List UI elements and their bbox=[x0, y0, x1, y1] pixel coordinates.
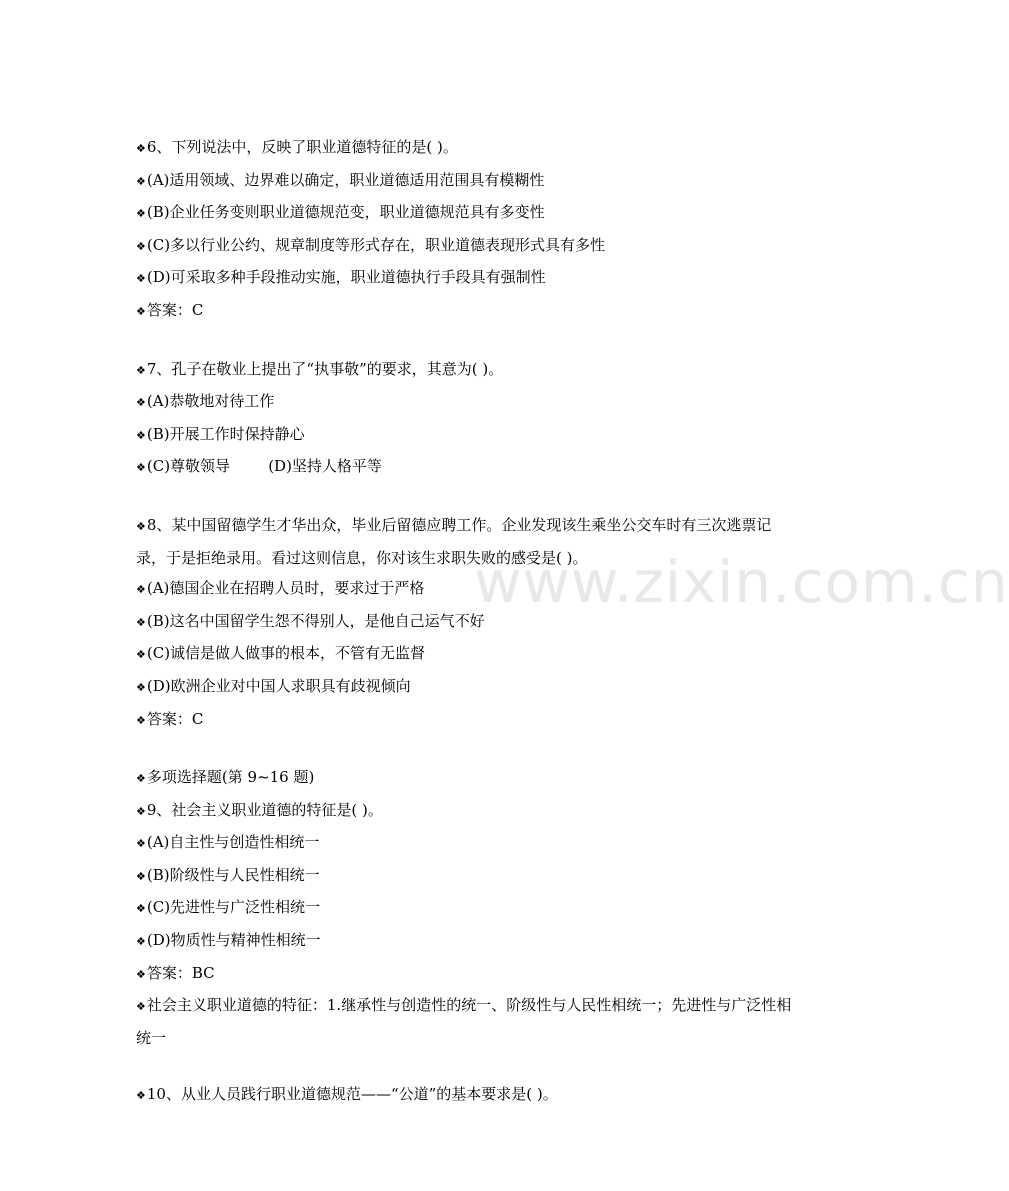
option-c: ❖(C)先进性与广泛性相统一 bbox=[136, 898, 321, 917]
bullet-icon: ❖ bbox=[136, 396, 146, 410]
bullet-icon: ❖ bbox=[136, 239, 146, 253]
question-text: ❖10、从业人员践行职业道德规范——“公道”的基本要求是( )。 bbox=[136, 1085, 558, 1104]
bullet-icon: ❖ bbox=[136, 837, 146, 851]
bullet-icon: ❖ bbox=[136, 902, 146, 916]
bullet-icon: ❖ bbox=[136, 207, 146, 221]
bullet-icon: ❖ bbox=[136, 461, 146, 475]
option-a: ❖(A)适用领域、边界难以确定，职业道德适用范围具有模糊性 bbox=[136, 170, 545, 189]
bullet-icon: ❖ bbox=[136, 363, 146, 377]
bullet-icon: ❖ bbox=[136, 772, 146, 786]
question-6 bbox=[136, 132, 796, 328]
bullet-icon: ❖ bbox=[136, 519, 146, 533]
answer: ❖答案：BC bbox=[136, 963, 215, 982]
option-b: ❖(B)企业任务变则职业道德规范变，职业道德规范具有多变性 bbox=[136, 203, 545, 222]
question-9 bbox=[136, 762, 796, 1053]
bullet-icon: ❖ bbox=[136, 615, 146, 629]
question-text: ❖7、孔子在敬业上提出了“执事敬”的要求，其意为( )。 bbox=[136, 359, 504, 378]
option-c: ❖(C)诚信是做人做事的根本，不管有无监督 bbox=[136, 644, 426, 663]
question-8 bbox=[136, 510, 796, 736]
question-10 bbox=[136, 1079, 796, 1112]
option-b: ❖(B)开展工作时保持静心 bbox=[136, 424, 305, 443]
bullet-icon: ❖ bbox=[136, 713, 146, 727]
section-heading: ❖多项选择题(第 9~16 题) bbox=[136, 768, 315, 787]
explanation: ❖社会主义职业道德的特征：1.继承性与创造性的统一、阶级性与人民性相统一；先进性与广泛性相统一 bbox=[136, 996, 792, 1047]
option-a: ❖(A)恭敬地对待工作 bbox=[136, 392, 275, 411]
bullet-icon: ❖ bbox=[136, 583, 146, 597]
option-c-d: ❖(C)尊敬领导 (D)坚持人格平等 bbox=[136, 457, 382, 476]
question-text: ❖9、社会主义职业道德的特征是( )。 bbox=[136, 800, 383, 819]
bullet-icon: ❖ bbox=[136, 680, 146, 694]
bullet-icon: ❖ bbox=[136, 142, 146, 155]
option-b: ❖(B)阶级性与人民性相统一 bbox=[136, 865, 320, 884]
question-text: ❖6、下列说法中，反映了职业道德特征的是( )。 bbox=[136, 138, 458, 156]
bullet-icon: ❖ bbox=[136, 1000, 146, 1014]
question-text: ❖8、某中国留德学生才华出众，毕业后留德应聘工作。企业发现该生乘坐公交车时有三次逃票记录，于是拒绝录用。看过这则信息，你对该生求职失败的感受是( )。 bbox=[136, 515, 772, 567]
bullet-icon: ❖ bbox=[136, 174, 146, 188]
bullet-icon: ❖ bbox=[136, 648, 146, 662]
option-d: ❖(D)可采取多种手段推动实施，职业道德执行手段具有强制性 bbox=[136, 268, 546, 287]
bullet-icon: ❖ bbox=[136, 935, 146, 949]
question-7 bbox=[136, 354, 796, 484]
answer: ❖答案：C bbox=[136, 300, 204, 319]
option-d: ❖(D)欧洲企业对中国人求职具有歧视倾向 bbox=[136, 676, 411, 695]
bullet-icon: ❖ bbox=[136, 1089, 146, 1103]
watermark: www.zixin.com.cn bbox=[474, 548, 1009, 616]
document-content bbox=[136, 132, 796, 1138]
option-d: ❖(D)物质性与精神性相统一 bbox=[136, 931, 321, 950]
option-a: ❖(A)自主性与创造性相统一 bbox=[136, 833, 320, 852]
option-b: ❖(B)这名中国留学生怨不得别人，是他自己运气不好 bbox=[136, 611, 485, 630]
bullet-icon: ❖ bbox=[136, 869, 146, 883]
option-c: ❖(C)多以行业公约、规章制度等形式存在，职业道德表现形式具有多性 bbox=[136, 235, 606, 254]
option-a: ❖(A)德国企业在招聘人员时，要求过于严格 bbox=[136, 579, 425, 598]
bullet-icon: ❖ bbox=[136, 304, 146, 318]
bullet-icon: ❖ bbox=[136, 967, 146, 981]
bullet-icon: ❖ bbox=[136, 272, 146, 286]
bullet-icon: ❖ bbox=[136, 428, 146, 442]
answer: ❖答案：C bbox=[136, 709, 204, 728]
bullet-icon: ❖ bbox=[136, 804, 146, 818]
